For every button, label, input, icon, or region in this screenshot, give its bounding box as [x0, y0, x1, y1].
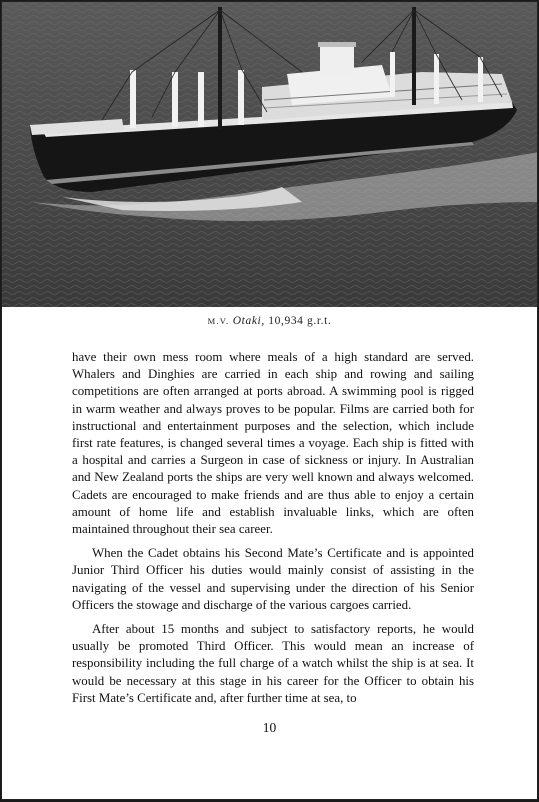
caption-tonnage: , 10,934 g.r.t. [261, 315, 332, 327]
book-page [1, 1, 538, 800]
ship-photo [2, 2, 538, 307]
body-text [72, 349, 474, 714]
caption-ship-name: Otaki [232, 315, 262, 327]
caption-prefix: M.V. [207, 316, 230, 326]
paragraph: When the Cadet obtains his Second Mate’s Certificate and is appointed Junior Third Officer his duties would mainly consist of assisting in the navigating of the vessel and supervising under the direction of his Senior Officers the stowage and discharge of the various cargoes carried. [72, 546, 474, 612]
paragraph: have their own mess room where meals of a high standard are served. Whalers and Dinghies are carried in each ship and rowing and sailing competitions are often arranged at ports abroad. A swimming pool is rigged in warm weather and always proves to be popular. Films are carried both for instructional and entertainment purposes and the selection, which include first rate features, is changed several times a voyage. Each ship is fitted with a hospital and carries a Surgeon in case of sickness or injury. In Australian and New Zealand ports the ships are very well known and always welcomed. Cadets are encouraged to make friends and are thus able to enjoy a certain amount of home life and establish invaluable links, which are often maintained throughout their sea career. [72, 350, 474, 537]
page-number: 10 [262, 720, 277, 735]
paragraph: After about 15 months and subject to satisfactory reports, he would usually be promoted Third Officer. This would mean an increase of responsibility including the full charge of a watch whilst the ship is at sea. It would be necessary at this stage in his career for the Officer to obtain his First Mate’s Certificate and, after further time at sea, to [72, 622, 474, 705]
photo-caption [2, 315, 537, 327]
ship-illustration [2, 2, 538, 307]
